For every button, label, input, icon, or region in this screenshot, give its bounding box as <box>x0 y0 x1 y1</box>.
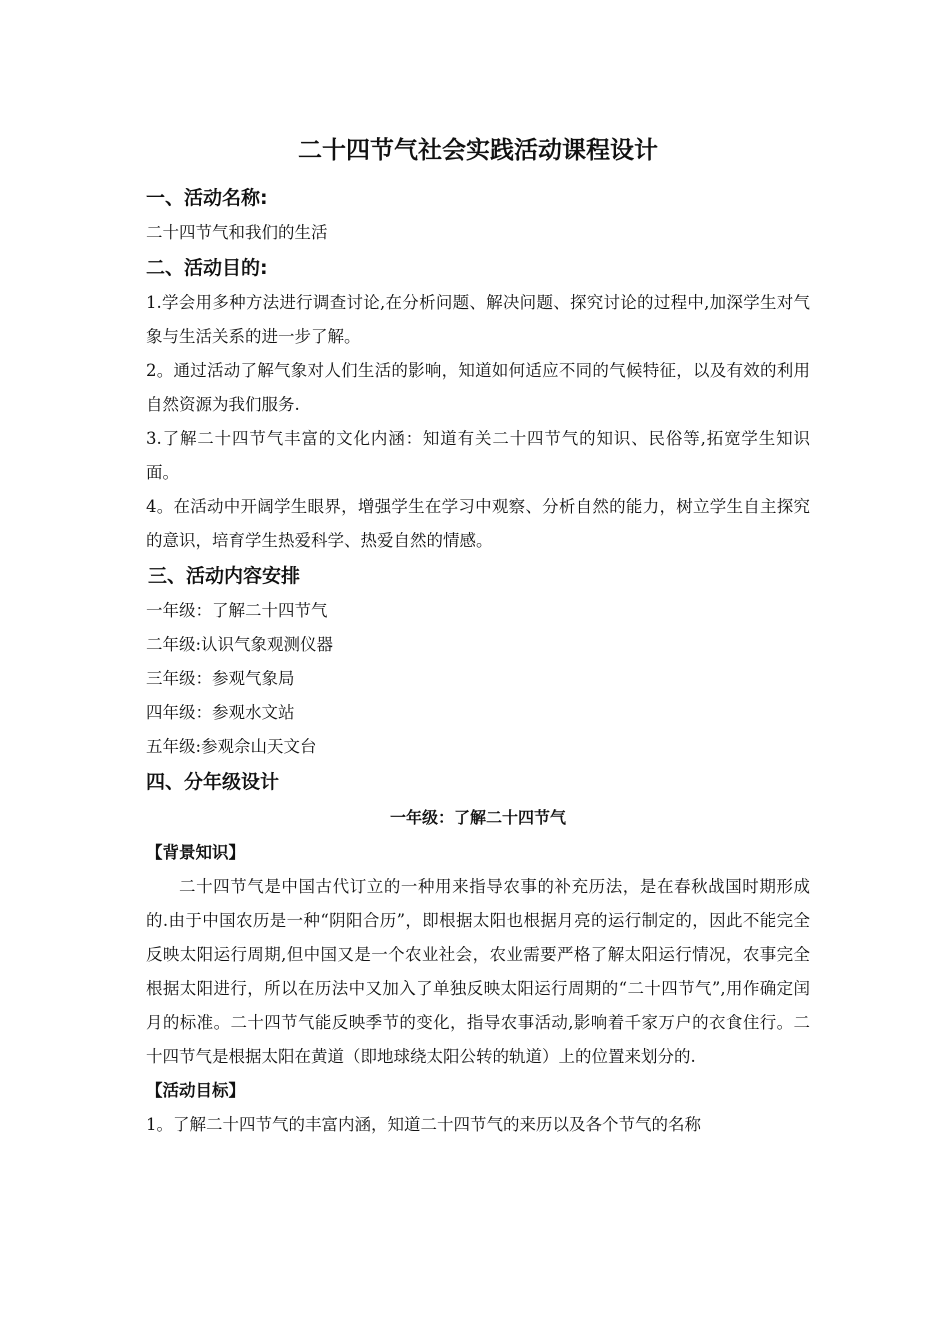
purpose-item: 4。在活动中开阔学生眼界，增强学生在学习中观察、分析自然的能力，树立学生自主探究的意识，培育学生热爱科学、热爱自然的情感。 <box>146 497 810 550</box>
section-heading-content-arrangement: 三、活动内容安排 <box>148 565 301 587</box>
section-heading-activity-name: 一、活动名称: <box>146 187 268 209</box>
activity-goal-label: 【活动目标】 <box>146 1081 245 1100</box>
arrangement-item: 二年级:认识气象观测仪器 <box>146 635 334 654</box>
purpose-item: 1.学会用多种方法进行调查讨论,在分析问题、解决问题、探究讨论的过程中,加深学生对气象与生活关系的进一步了解。 <box>146 293 810 346</box>
arrangement-item: 三年级：参观气象局 <box>146 669 295 688</box>
purpose-item: 3.了解二十四节气丰富的文化内涵：知道有关二十四节气的知识、民俗等,拓宽学生知识面。 <box>146 429 810 482</box>
purpose-item: 2。通过活动了解气象对人们生活的影响，知道如何适应不同的气候特征，以及有效的利用自然资源为我们服务. <box>146 361 810 414</box>
background-knowledge-label: 【背景知识】 <box>146 843 245 862</box>
section-heading-activity-purpose: 二、活动目的: <box>146 257 268 279</box>
activity-goal-item: 1。了解二十四节气的丰富内涵，知道二十四节气的来历以及各个节气的名称 <box>146 1115 701 1134</box>
activity-name-text: 二十四节气和我们的生活 <box>146 223 328 242</box>
arrangement-item: 一年级：了解二十四节气 <box>146 601 328 620</box>
arrangement-item: 四年级：参观水文站 <box>146 703 295 722</box>
document-page <box>146 128 810 1142</box>
arrangement-item: 五年级:参观佘山天文台 <box>146 737 317 756</box>
background-knowledge-text: 二十四节气是中国古代订立的一种用来指导农事的补充历法，是在春秋战国时期形成的.由于中国农历是一种“阴阳合历”，即根据太阳也根据月亮的运行制定的，因此不能完全反映太阳运行周期,但中国又是一个农业社会，农业需要严格了解太阳运行情况，农事完全根据太阳进行，所以在历法中又加入了单独反映太阳运行周期的“二十四节气”,用作确定闰月的标准。二十四节气能反映季节的变化，指导农事活动,影响着千家万户的衣食住行。二十四节气是根据太阳在黄道（即地球绕太阳公转的轨道）上的位置来划分的. <box>146 877 810 1066</box>
section-heading-grade-design: 四、分年级设计 <box>146 771 280 793</box>
document-title: 二十四节气社会实践活动课程设计 <box>298 136 658 164</box>
grade-subtitle: 一年级：了解二十四节气 <box>389 808 566 827</box>
